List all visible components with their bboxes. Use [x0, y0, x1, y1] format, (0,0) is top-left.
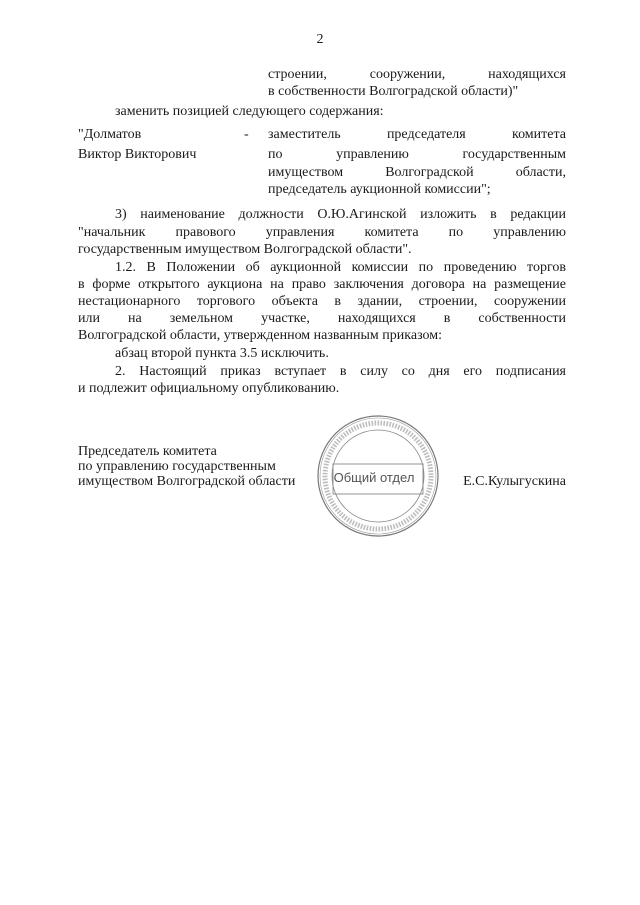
replace-intro: заменить позицией следующего содержания:: [115, 104, 384, 119]
signature-title-line: по управлению государственным: [78, 459, 276, 474]
page-number: 2: [316, 32, 324, 47]
entry-name-line: Виктор Викторович: [78, 147, 197, 162]
signatory-name: Е.С.Кулыгускина: [463, 474, 566, 489]
entry-position-line: по управлению государственным: [268, 147, 566, 162]
continuation-line: в собственности Волгоградской области)": [268, 84, 519, 99]
item12-line: Волгоградской области, утвержденном названным приказом:: [78, 328, 442, 343]
item3-line: 3) наименование должности О.Ю.Агинской изложить в редакции: [115, 207, 566, 222]
item2-line: 2. Настоящий приказ вступает в силу со дня его подписания: [115, 364, 566, 379]
item3-line: "начальник правового управления комитета по управлению: [78, 225, 566, 240]
item12-line: 1.2. В Положении об аукционной комиссии по проведению торгов: [115, 260, 566, 275]
item12-line: нестационарного торгового объекта в здании, строении, сооружении: [78, 294, 566, 309]
item3-line: государственным имуществом Волгоградской области".: [78, 242, 412, 257]
item2-line: и подлежит официальному опубликованию.: [78, 381, 340, 396]
entry-name-line: "Долматов: [78, 127, 142, 142]
item12-sub: абзац второй пункта 3.5 исключить.: [115, 346, 329, 361]
item12-line: или на земельном участке, находящихся в собственности: [78, 311, 566, 326]
entry-position-line: председатель аукционной комиссии";: [268, 182, 491, 197]
entry-position-line: имуществом Волгоградской области,: [268, 165, 566, 180]
signature-title-line: Председатель комитета: [78, 444, 217, 459]
item12-line: в форме открытого аукциона на право заключения договора на размещение: [78, 277, 566, 292]
entry-dash: -: [244, 127, 249, 142]
continuation-line: строении, сооружении, находящихся: [268, 67, 566, 82]
entry-position-line: заместитель председателя комитета: [268, 127, 566, 142]
signature-title-line: имуществом Волгоградской области: [78, 474, 296, 489]
seal-label: Общий отдел: [333, 470, 415, 485]
